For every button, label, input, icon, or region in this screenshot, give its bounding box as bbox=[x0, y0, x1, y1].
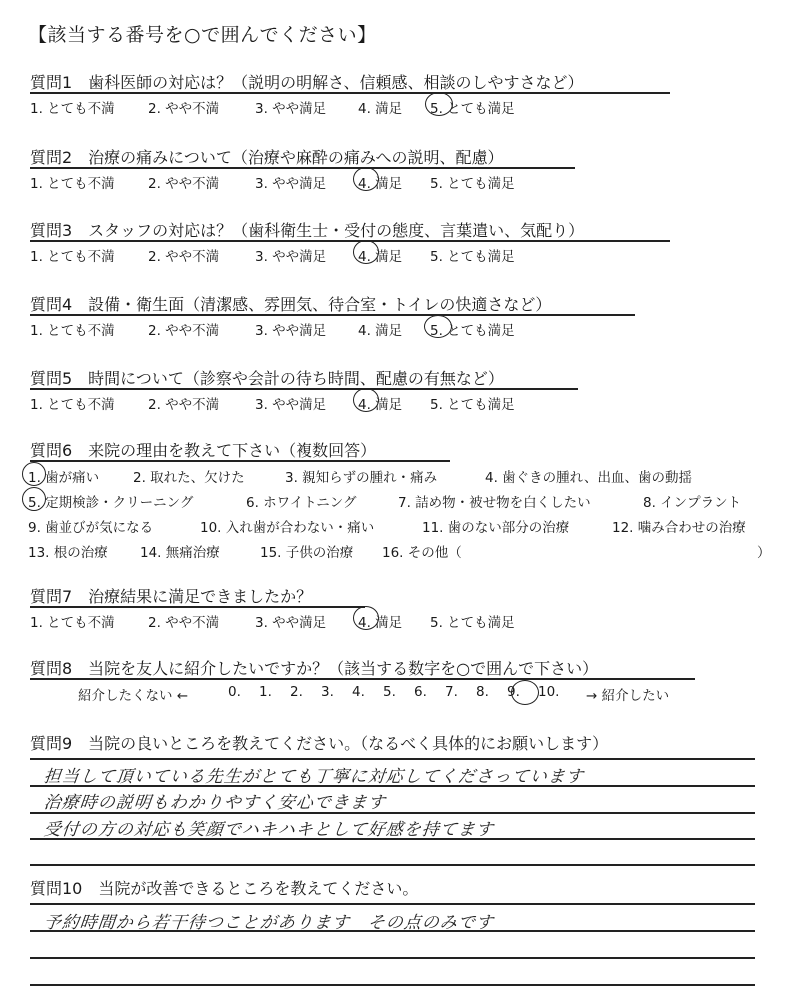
q6-option-13[interactable]: 13. 根の治療 bbox=[28, 545, 108, 561]
q6-line-2 bbox=[28, 491, 741, 511]
q6-option-12[interactable]: 12. 噛み合わせの治療 bbox=[612, 520, 746, 536]
q5-option-5[interactable]: 5. とても満足 bbox=[430, 397, 515, 413]
q6-option-1[interactable]: 1. 歯が痛い bbox=[28, 470, 100, 486]
q8-left-label: 紹介したくない ← bbox=[78, 688, 189, 704]
q8-right-label: → 紹介したい bbox=[586, 688, 670, 704]
q6-line-3 bbox=[28, 516, 746, 536]
q4-option-4[interactable]: 4. 満足 bbox=[358, 323, 403, 339]
q10-title: 質問10 当院が改善できるところを教えてください。 bbox=[30, 879, 419, 898]
q2-option-1[interactable]: 1. とても不満 bbox=[30, 176, 115, 192]
q4-underline bbox=[30, 314, 635, 316]
q2-option-2[interactable]: 2. やや不満 bbox=[148, 176, 220, 192]
q4-option-3[interactable]: 3. やや満足 bbox=[255, 323, 327, 339]
q1-underline bbox=[30, 92, 670, 94]
q1-option-3[interactable]: 3. やや満足 bbox=[255, 101, 327, 117]
q4-option-5[interactable]: 5. とても満足 bbox=[430, 323, 515, 339]
q6-option-8[interactable]: 8. インプラント bbox=[643, 495, 742, 511]
q4-title: 質問4 設備・衛生面（清潔感、雰囲気、待合室・トイレの快適さなど） bbox=[30, 295, 552, 314]
q9-answer-1: 担当して頂いている先生がとても丁寧に対応してくださっています bbox=[42, 767, 585, 787]
q7-option-4[interactable]: 4. 満足 bbox=[358, 615, 403, 631]
q7-option-1[interactable]: 1. とても不満 bbox=[30, 615, 115, 631]
q1-option-4[interactable]: 4. 満足 bbox=[358, 101, 403, 117]
q6-option-2[interactable]: 2. 取れた、欠けた bbox=[133, 470, 245, 486]
q1-option-2[interactable]: 2. やや不満 bbox=[148, 101, 220, 117]
q7-option-5[interactable]: 5. とても満足 bbox=[430, 615, 515, 631]
q6-underline bbox=[30, 460, 450, 462]
q2-title: 質問2 治療の痛みについて（治療や麻酔の痛みへの説明、配慮） bbox=[30, 148, 504, 167]
q8-scale-5[interactable]: 5. bbox=[383, 684, 396, 700]
q8-scale-1[interactable]: 1. bbox=[259, 684, 272, 700]
q6-option-3[interactable]: 3. 親知らずの腫れ・痛み bbox=[285, 470, 438, 486]
q2-underline bbox=[30, 167, 575, 169]
q4-options bbox=[30, 319, 515, 339]
q6-option-14[interactable]: 14. 無痛治療 bbox=[140, 545, 220, 561]
q8-scale-7[interactable]: 7. bbox=[445, 684, 458, 700]
q1-options bbox=[30, 97, 515, 117]
q2-option-4[interactable]: 4. 満足 bbox=[358, 176, 403, 192]
q10-line-3 bbox=[30, 957, 755, 959]
q8-underline bbox=[30, 678, 695, 680]
q8-scale-8[interactable]: 8. bbox=[476, 684, 489, 700]
q8-scale-9[interactable]: 9. bbox=[507, 684, 520, 700]
q6-other-close: ） bbox=[757, 545, 771, 561]
q6-option-7[interactable]: 7. 詰め物・被せ物を白くしたい bbox=[398, 495, 591, 511]
q6-option-10[interactable]: 10. 入れ歯が合わない・痛い bbox=[200, 520, 375, 536]
q10-line-4 bbox=[30, 984, 755, 986]
q4-option-2[interactable]: 2. やや不満 bbox=[148, 323, 220, 339]
q3-option-4[interactable]: 4. 満足 bbox=[358, 249, 403, 265]
q6-option-11[interactable]: 11. 歯のない部分の治療 bbox=[422, 520, 570, 536]
q8-scale-10[interactable]: 10. bbox=[538, 684, 560, 700]
q3-option-2[interactable]: 2. やや不満 bbox=[148, 249, 220, 265]
q9-answer-2: 治療時の説明もわかりやすく安心できます bbox=[42, 793, 387, 813]
q5-options bbox=[30, 393, 515, 413]
q4-option-1[interactable]: 1. とても不満 bbox=[30, 323, 115, 339]
q10-answer-1: 予約時間から若干待つことがあります その点のみです bbox=[42, 913, 495, 933]
q9-answer-3: 受付の方の対応も笑顔でハキハキとして好感を持てます bbox=[42, 820, 495, 840]
q7-option-2[interactable]: 2. やや不満 bbox=[148, 615, 220, 631]
q8-scale-2[interactable]: 2. bbox=[290, 684, 303, 700]
q6-title: 質問6 来院の理由を教えて下さい（複数回答） bbox=[30, 441, 377, 460]
q5-option-2[interactable]: 2. やや不満 bbox=[148, 397, 220, 413]
q6-line-4 bbox=[28, 541, 462, 561]
q5-underline bbox=[30, 388, 578, 390]
q2-option-5[interactable]: 5. とても満足 bbox=[430, 176, 515, 192]
q6-option-9[interactable]: 9. 歯並びが気になる bbox=[28, 520, 154, 536]
q8-title: 質問8 当院を友人に紹介したいですか？（該当する数字を○で囲んで下さい） bbox=[30, 659, 599, 678]
q6-option-6[interactable]: 6. ホワイトニング bbox=[246, 495, 357, 511]
q8-scale bbox=[78, 684, 669, 704]
q8-scale-6[interactable]: 6. bbox=[414, 684, 427, 700]
q6-option-15[interactable]: 15. 子供の治療 bbox=[260, 545, 354, 561]
q1-option-5[interactable]: 5. とても満足 bbox=[430, 101, 515, 117]
q3-options bbox=[30, 245, 515, 265]
q6-option-16[interactable]: 16. その他（ bbox=[382, 545, 462, 561]
q1-title: 質問1 歯科医師の対応は？（説明の明解さ、信頼感、相談のしやすさなど） bbox=[30, 73, 584, 92]
q8-scale-4[interactable]: 4. bbox=[352, 684, 365, 700]
q3-underline bbox=[30, 240, 670, 242]
q5-option-1[interactable]: 1. とても不満 bbox=[30, 397, 115, 413]
q7-title: 質問7 治療結果に満足できましたか？ bbox=[30, 587, 313, 606]
q1-option-1[interactable]: 1. とても不満 bbox=[30, 101, 115, 117]
q9-line-5 bbox=[30, 864, 755, 866]
q7-option-3[interactable]: 3. やや満足 bbox=[255, 615, 327, 631]
q2-options bbox=[30, 172, 515, 192]
q2-option-3[interactable]: 3. やや満足 bbox=[255, 176, 327, 192]
q9-line-1 bbox=[30, 758, 755, 760]
q3-option-5[interactable]: 5. とても満足 bbox=[430, 249, 515, 265]
q6-line-1 bbox=[28, 466, 692, 486]
q8-scale-0[interactable]: 0. bbox=[228, 684, 241, 700]
q6-option-4[interactable]: 4. 歯ぐきの腫れ、出血、歯の動揺 bbox=[485, 470, 692, 486]
q8-scale-3[interactable]: 3. bbox=[321, 684, 334, 700]
q9-title: 質問9 当院の良いところを教えてください。（なるべく具体的にお願いします） bbox=[30, 734, 609, 753]
q3-title: 質問3 スタッフの対応は？（歯科衛生士・受付の態度、言葉遣い、気配り） bbox=[30, 221, 585, 240]
q5-title: 質問5 時間について（診察や会計の待ち時間、配慮の有無など） bbox=[30, 369, 504, 388]
q3-option-3[interactable]: 3. やや満足 bbox=[255, 249, 327, 265]
q3-option-1[interactable]: 1. とても不満 bbox=[30, 249, 115, 265]
q6-option-5[interactable]: 5. 定期検診・クリーニング bbox=[28, 495, 194, 511]
form-heading: 【該当する番号を○で囲んでください】 bbox=[28, 24, 377, 46]
q5-option-3[interactable]: 3. やや満足 bbox=[255, 397, 327, 413]
q10-line-1 bbox=[30, 903, 755, 905]
q5-option-4[interactable]: 4. 満足 bbox=[358, 397, 403, 413]
q7-underline bbox=[30, 606, 365, 608]
q7-options bbox=[30, 611, 515, 631]
